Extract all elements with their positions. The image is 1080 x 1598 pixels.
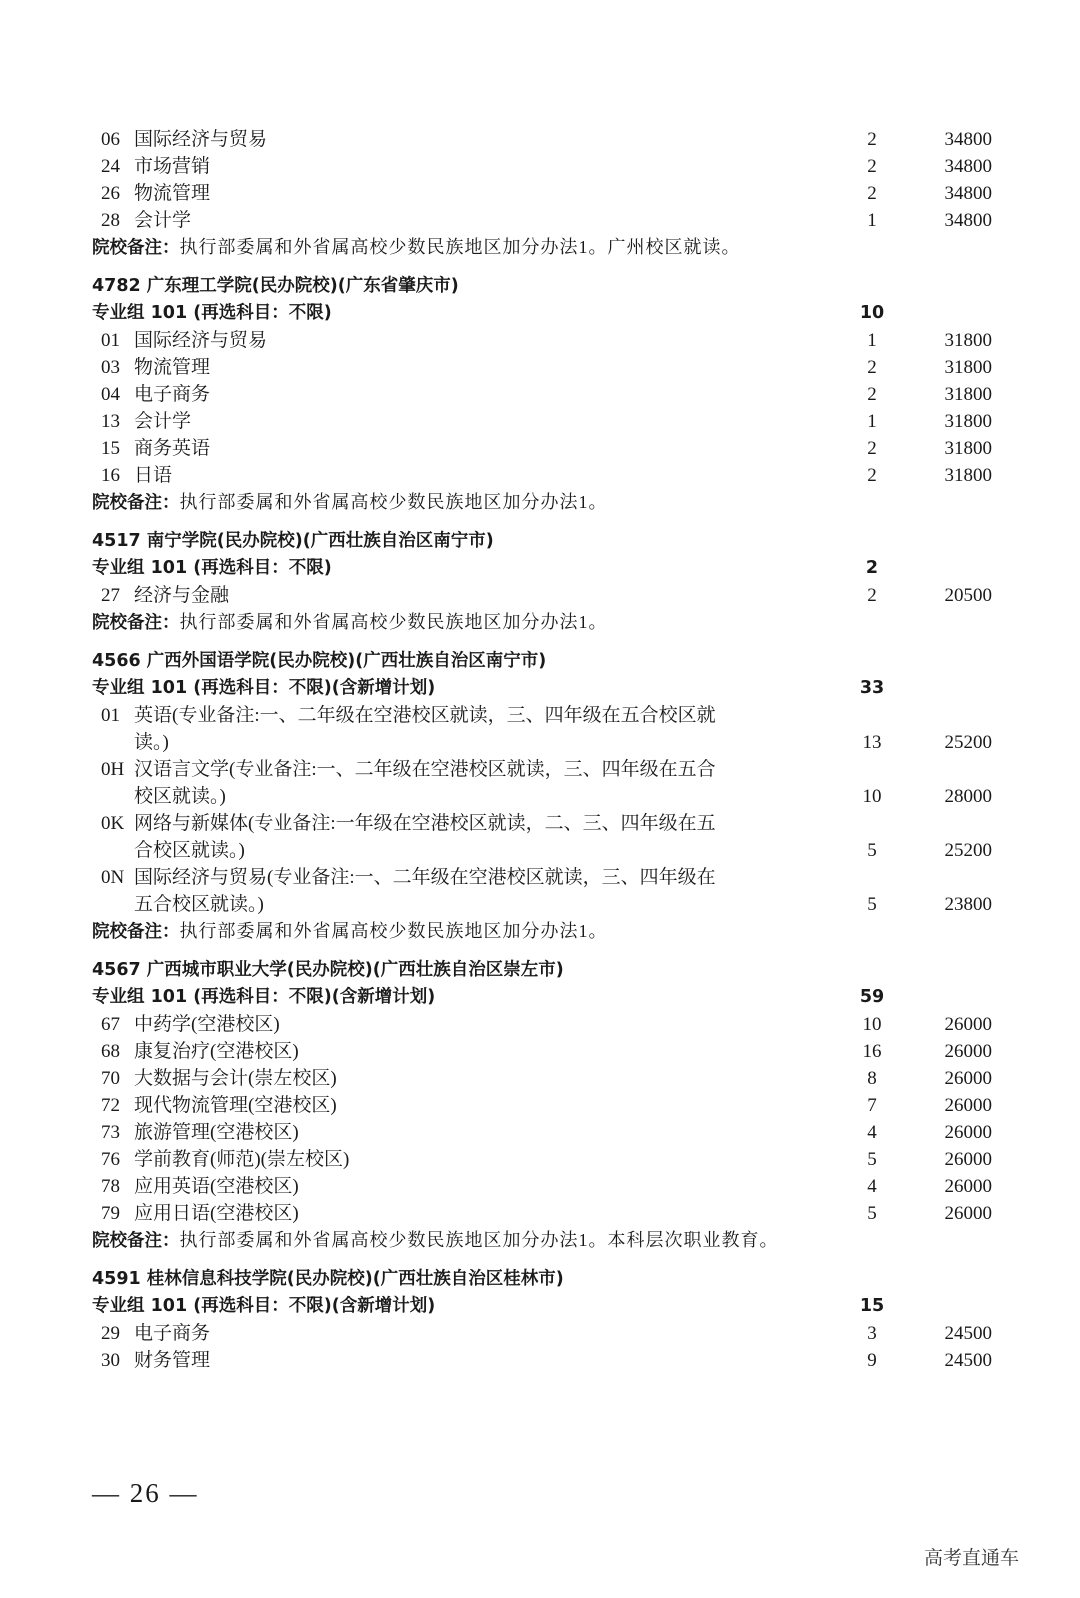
major-code: 67 <box>101 1014 120 1035</box>
group-plan-count: 10 <box>859 303 885 323</box>
school-remark <box>92 234 992 261</box>
major-group-label: 专业组 101 (再选科目：不限)(含新增计划) <box>92 987 436 1007</box>
admission-plan-list <box>92 126 992 1374</box>
major-name: 读。) <box>134 732 169 753</box>
tuition-fee: 34800 <box>944 156 992 177</box>
major-code: 79 <box>101 1203 120 1224</box>
major-row <box>92 462 992 489</box>
tuition-fee: 26000 <box>944 1095 992 1116</box>
major-name: 物流管理 <box>134 357 211 378</box>
major-row <box>92 381 992 408</box>
major-group-label: 专业组 101 (再选科目：不限)(含新增计划) <box>92 678 436 698</box>
plan-count: 2 <box>867 585 877 606</box>
school-remark <box>92 489 992 516</box>
remark-label: 院校备注： <box>92 613 180 633</box>
major-group-row <box>92 984 992 1011</box>
major-code: 04 <box>101 384 120 405</box>
tuition-fee: 34800 <box>944 129 992 150</box>
school-remark <box>92 1227 992 1254</box>
major-name: 应用英语(空港校区) <box>134 1176 299 1197</box>
major-row <box>92 810 992 837</box>
major-name: 汉语言文学(专业备注:一、二年级在空港校区就读，三、四年级在五合 <box>134 759 716 780</box>
tuition-fee: 23800 <box>944 894 992 915</box>
remark-text: 执行部委属和外省属高校少数民族地区加分办法1。 <box>179 612 608 632</box>
major-code: 0H <box>101 759 125 780</box>
tuition-fee: 25200 <box>944 732 992 753</box>
school-header: 4567 广西城市职业大学(民办院校)(广西壮族自治区崇左市) <box>92 960 564 980</box>
major-name: 物流管理 <box>134 183 211 204</box>
major-name: 电子商务 <box>134 1323 211 1344</box>
plan-count: 2 <box>867 465 877 486</box>
major-name: 旅游管理(空港校区) <box>134 1122 299 1143</box>
plan-count: 1 <box>867 330 877 351</box>
plan-count: 16 <box>862 1041 882 1062</box>
plan-count: 4 <box>867 1176 877 1197</box>
remark-label: 院校备注： <box>92 1231 180 1251</box>
tuition-fee: 24500 <box>944 1350 992 1371</box>
tuition-fee: 20500 <box>944 585 992 606</box>
major-row <box>92 153 992 180</box>
plan-count: 13 <box>862 732 882 753</box>
major-row <box>92 1038 992 1065</box>
major-row <box>92 1065 992 1092</box>
tuition-fee: 31800 <box>944 384 992 405</box>
major-code: 68 <box>101 1041 120 1062</box>
major-group-label: 专业组 101 (再选科目：不限) <box>92 303 332 323</box>
major-code: 24 <box>101 156 120 177</box>
major-row <box>92 1119 992 1146</box>
plan-count: 2 <box>867 129 877 150</box>
major-name: 会计学 <box>134 210 192 231</box>
plan-count: 7 <box>867 1095 877 1116</box>
plan-count: 2 <box>867 438 877 459</box>
page-number: — 26 — <box>92 1478 199 1508</box>
tuition-fee: 26000 <box>944 1149 992 1170</box>
major-row <box>92 1200 992 1227</box>
major-row <box>92 702 992 729</box>
tuition-fee: 26000 <box>944 1041 992 1062</box>
plan-count: 5 <box>867 840 877 861</box>
major-row <box>92 435 992 462</box>
major-code: 70 <box>101 1068 120 1089</box>
major-name: 现代物流管理(空港校区) <box>134 1095 337 1116</box>
plan-count: 5 <box>867 894 877 915</box>
group-plan-count: 59 <box>859 987 885 1007</box>
major-row <box>92 837 992 864</box>
major-row <box>92 207 992 234</box>
major-group-row <box>92 675 992 702</box>
major-row <box>92 1146 992 1173</box>
major-row <box>92 729 992 756</box>
tuition-fee: 26000 <box>944 1068 992 1089</box>
major-code: 76 <box>101 1149 120 1170</box>
major-code: 16 <box>101 465 120 486</box>
tuition-fee: 34800 <box>944 210 992 231</box>
tuition-fee: 34800 <box>944 183 992 204</box>
plan-count: 5 <box>867 1203 877 1224</box>
major-code: 03 <box>101 357 120 378</box>
plan-count: 10 <box>862 1014 882 1035</box>
school-header: 4517 南宁学院(民办院校)(广西壮族自治区南宁市) <box>92 531 494 551</box>
tuition-fee: 31800 <box>944 411 992 432</box>
major-name: 网络与新媒体(专业备注:一年级在空港校区就读，二、三、四年级在五 <box>134 813 716 834</box>
major-name: 经济与金融 <box>134 585 230 606</box>
tuition-fee: 26000 <box>944 1203 992 1224</box>
group-plan-count: 15 <box>859 1296 885 1316</box>
remark-text: 执行部委属和外省属高校少数民族地区加分办法1。 <box>179 921 608 941</box>
plan-count: 2 <box>867 357 877 378</box>
plan-count: 8 <box>867 1068 877 1089</box>
tuition-fee: 31800 <box>944 357 992 378</box>
major-code: 72 <box>101 1095 120 1116</box>
major-code: 27 <box>101 585 120 606</box>
major-code: 13 <box>101 411 120 432</box>
major-group-row <box>92 555 992 582</box>
school-header: 4566 广西外国语学院(民办院校)(广西壮族自治区南宁市) <box>92 651 547 671</box>
plan-count: 2 <box>867 183 877 204</box>
tuition-fee: 26000 <box>944 1014 992 1035</box>
major-name: 日语 <box>134 465 173 486</box>
tuition-fee: 31800 <box>944 330 992 351</box>
major-row <box>92 408 992 435</box>
major-name: 会计学 <box>134 411 192 432</box>
major-row <box>92 891 992 918</box>
remark-label: 院校备注： <box>92 238 180 258</box>
tuition-fee: 28000 <box>944 786 992 807</box>
group-plan-count: 2 <box>865 558 879 578</box>
major-row <box>92 582 992 609</box>
major-code: 30 <box>101 1350 120 1371</box>
plan-count: 5 <box>867 1149 877 1170</box>
major-name: 康复治疗(空港校区) <box>134 1041 299 1062</box>
plan-count: 9 <box>867 1350 877 1371</box>
major-row <box>92 1092 992 1119</box>
tuition-fee: 26000 <box>944 1176 992 1197</box>
major-row <box>92 1320 992 1347</box>
tuition-fee: 25200 <box>944 840 992 861</box>
major-name: 英语(专业备注:一、二年级在空港校区就读，三、四年级在五合校区就 <box>134 705 716 726</box>
major-name: 国际经济与贸易 <box>134 330 268 351</box>
remark-text: 执行部委属和外省属高校少数民族地区加分办法1。本科层次职业教育。 <box>179 1230 779 1250</box>
major-row <box>92 354 992 381</box>
major-name: 合校区就读。) <box>134 840 245 861</box>
major-row <box>92 1011 992 1038</box>
school-header: 4591 桂林信息科技学院(民办院校)(广西壮族自治区桂林市) <box>92 1269 564 1289</box>
major-name: 学前教育(师范)(崇左校区) <box>134 1149 350 1170</box>
major-name: 大数据与会计(崇左校区) <box>134 1068 337 1089</box>
major-row <box>92 864 992 891</box>
major-row <box>92 327 992 354</box>
major-code: 28 <box>101 210 120 231</box>
major-name: 电子商务 <box>134 384 211 405</box>
major-code: 0N <box>101 867 125 888</box>
watermark: 高考直通车 <box>924 1547 1020 1569</box>
major-name: 校区就读。) <box>134 786 226 807</box>
tuition-fee: 31800 <box>944 465 992 486</box>
major-name: 五合校区就读。) <box>134 894 264 915</box>
plan-count: 1 <box>867 210 877 231</box>
tuition-fee: 24500 <box>944 1323 992 1344</box>
major-group-label: 专业组 101 (再选科目：不限) <box>92 558 332 578</box>
major-code: 73 <box>101 1122 120 1143</box>
plan-count: 10 <box>862 786 882 807</box>
major-row <box>92 783 992 810</box>
major-row <box>92 126 992 153</box>
group-plan-count: 33 <box>859 678 885 698</box>
major-row <box>92 1347 992 1374</box>
tuition-fee: 31800 <box>944 438 992 459</box>
major-group-label: 专业组 101 (再选科目：不限)(含新增计划) <box>92 1296 436 1316</box>
major-code: 26 <box>101 183 120 204</box>
plan-count: 1 <box>867 411 877 432</box>
major-name: 市场营销 <box>134 156 211 177</box>
major-group-row <box>92 300 992 327</box>
major-group-row <box>92 1293 992 1320</box>
major-code: 0K <box>101 813 125 834</box>
major-code: 29 <box>101 1323 120 1344</box>
remark-text: 执行部委属和外省属高校少数民族地区加分办法1。广州校区就读。 <box>179 237 741 257</box>
major-row <box>92 756 992 783</box>
school-remark <box>92 609 992 636</box>
plan-count: 4 <box>867 1122 877 1143</box>
major-code: 15 <box>101 438 120 459</box>
major-name: 国际经济与贸易(专业备注:一、二年级在空港校区就读，三、四年级在 <box>134 867 716 888</box>
major-code: 78 <box>101 1176 120 1197</box>
major-name: 财务管理 <box>134 1350 211 1371</box>
major-row <box>92 180 992 207</box>
major-code: 01 <box>101 705 120 726</box>
major-name: 应用日语(空港校区) <box>134 1203 299 1224</box>
remark-text: 执行部委属和外省属高校少数民族地区加分办法1。 <box>179 492 608 512</box>
remark-label: 院校备注： <box>92 493 180 513</box>
major-row <box>92 1173 992 1200</box>
remark-label: 院校备注： <box>92 922 180 942</box>
major-name: 商务英语 <box>134 438 211 459</box>
school-remark <box>92 918 992 945</box>
tuition-fee: 26000 <box>944 1122 992 1143</box>
major-code: 06 <box>101 129 120 150</box>
major-name: 国际经济与贸易 <box>134 129 268 150</box>
school-header: 4782 广东理工学院(民办院校)(广东省肇庆市) <box>92 276 459 296</box>
major-code: 01 <box>101 330 120 351</box>
plan-count: 2 <box>867 384 877 405</box>
major-name: 中药学(空港校区) <box>134 1014 280 1035</box>
plan-count: 3 <box>867 1323 877 1344</box>
plan-count: 2 <box>867 156 877 177</box>
